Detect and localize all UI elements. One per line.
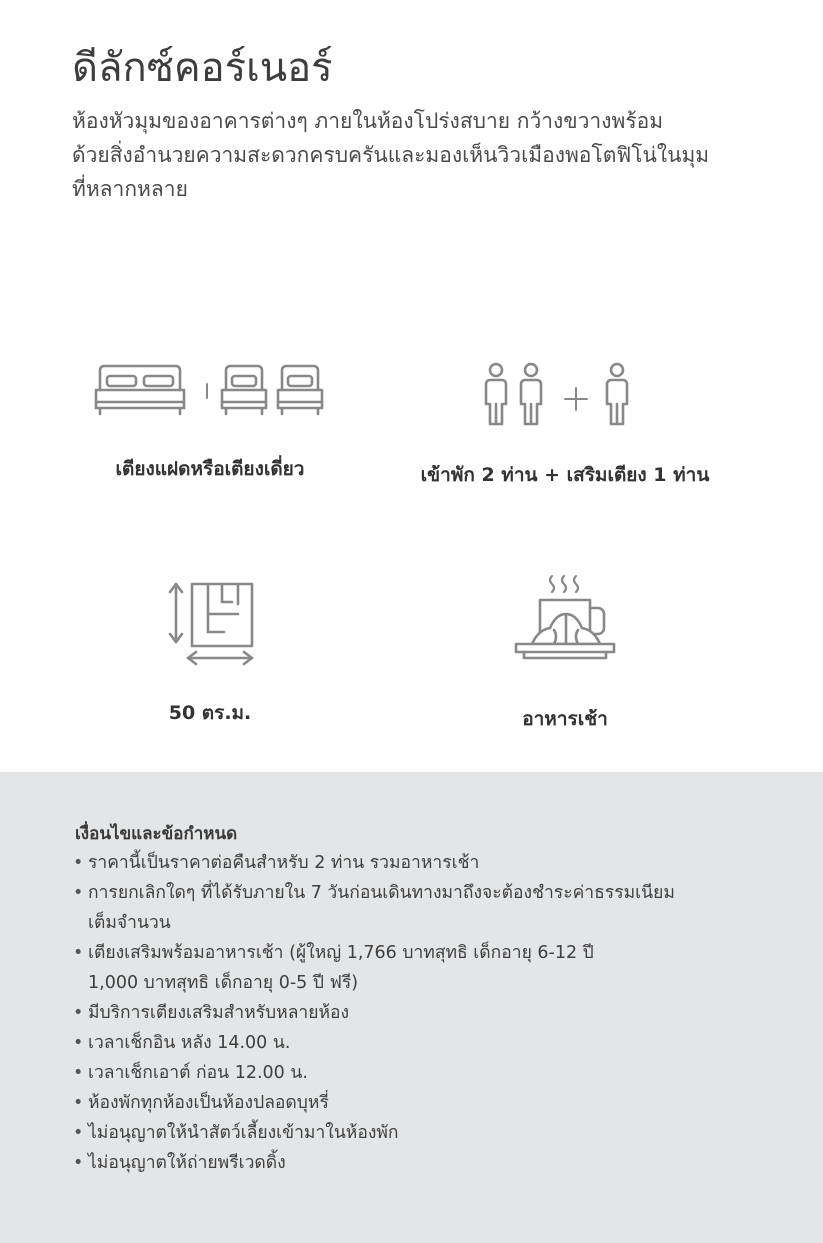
- description-line: ด้วยสิ่งอำนวยความสะดวกครบครันและมองเห็นวิวเมืองพอโตฟิโน่ในมุม: [72, 143, 710, 167]
- terms-item-text: 1,000 บาทสุทธิ เด็กอายุ 0-5 ปี ฟรี): [88, 973, 359, 993]
- terms-list: [72, 848, 772, 1178]
- terms-item-text: • ไม่อนุญาตให้นำสัตว์เลี้ยงเข้ามาในห้องพัก: [88, 1123, 399, 1143]
- guests-icon: [480, 360, 650, 432]
- terms-item: [72, 848, 772, 878]
- terms-item: [72, 878, 772, 938]
- feature-label: 50 ตร.ม.: [168, 702, 252, 724]
- terms-item: [72, 998, 772, 1028]
- floor-plan-icon: [160, 580, 260, 668]
- terms-item-text: • มีบริการเตียงเสริมสำหรับหลายห้อง: [88, 1003, 350, 1023]
- feature-room-size: [60, 580, 360, 726]
- terms-item: [72, 1028, 772, 1058]
- room-title: ดีลักซ์คอร์เนอร์: [72, 45, 333, 91]
- feature-breakfast: [415, 570, 715, 732]
- room-description: [72, 104, 762, 206]
- terms-item: [72, 1058, 772, 1088]
- terms-section: [0, 772, 823, 1243]
- terms-item: [72, 1088, 772, 1118]
- terms-item: [72, 1148, 772, 1178]
- terms-item-text: เต็มจำนวน: [88, 913, 171, 933]
- terms-item-text: • เตียงเสริมพร้อมอาหารเช้า (ผู้ใหญ่ 1,766 บาทสุทธิ เด็กอายุ 6-12 ปี: [88, 943, 594, 963]
- terms-item: [72, 938, 772, 998]
- feature-guests: [380, 360, 750, 488]
- terms-item-text: • ราคานี้เป็นราคาต่อคืนสำหรับ 2 ท่าน รวมอาหารเช้า: [88, 853, 480, 873]
- breakfast-icon: [510, 570, 620, 670]
- feature-label: อาหารเช้า: [522, 708, 608, 730]
- feature-label: เตียงแฝดหรือเตียงเดี่ยว: [115, 458, 305, 480]
- terms-item-text: • เวลาเช็กอิน หลัง 14.00 น.: [88, 1033, 291, 1053]
- terms-heading: เงื่อนไขและข้อกำหนด: [75, 824, 238, 844]
- terms-item-text: • ห้องพักทุกห้องเป็นห้องปลอดบุหรี่: [88, 1093, 329, 1113]
- feature-bed-type: [60, 360, 360, 482]
- bed-icon: [90, 360, 330, 422]
- description-line: ที่หลากหลาย: [72, 177, 188, 201]
- feature-label: เข้าพัก 2 ท่าน + เสริมเตียง 1 ท่าน: [420, 464, 710, 486]
- terms-item-text: • การยกเลิกใดๆ ที่ได้รับภายใน 7 วันก่อนเดินทางมาถึงจะต้องชำระค่าธรรมเนียม: [88, 883, 675, 903]
- terms-item: [72, 1118, 772, 1148]
- description-line: ห้องหัวมุมของอาคารต่างๆ ภายในห้องโปร่งสบาย กว้างขวางพร้อม: [72, 109, 664, 133]
- terms-item-text: • ไม่อนุญาตให้ถ่ายพรีเวดดิ้ง: [88, 1153, 286, 1173]
- terms-item-text: • เวลาเช็กเอาต์ ก่อน 12.00 น.: [88, 1063, 308, 1083]
